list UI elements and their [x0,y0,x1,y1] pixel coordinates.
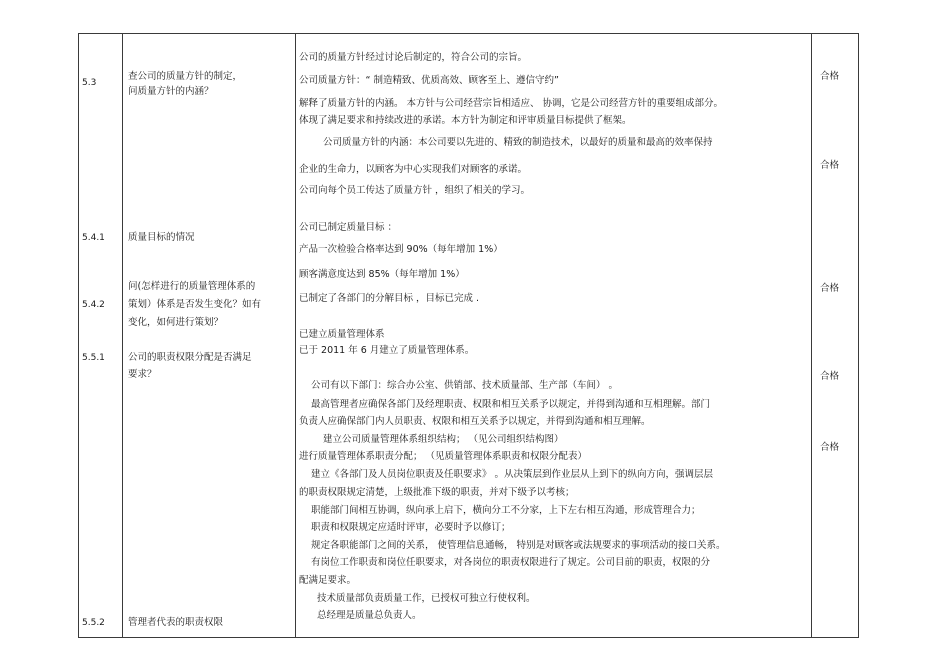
audit-record-line: 公司向每个员工传达了质量方针 ，组织了相关的学习。 [299,185,531,196]
audit-record-line: 公司质量方针的内涵：本公司要以先进的、精致的制造技术，以最好的质量和最高的效率保持 [323,137,713,148]
table-right-border [858,33,859,638]
audit-record-line: 最高管理者应确保各部门及经理职责、权限和相互关系予以规定，并得到沟通和互相理解。部门 [311,399,711,410]
result-pass: 合格 [820,160,840,171]
audit-record-line: 有岗位工作职责和岗位任职要求，对各岗位的职责权限进行了规定。公司目前的职责，权限的分 [311,557,711,568]
audit-record-line: 总经理是质量总负责人。 [317,610,422,621]
clause-number: 5.5.2 [82,618,105,628]
audit-record-line: 公司已制定质量目标 ： [299,222,398,233]
col-divider-3 [811,33,812,638]
audit-record-line: 建立《各部门及人员岗位职责及任职要求》 。从决策层到作业层从上到下的纵向方向，强调层层 [311,469,714,480]
table-left-border [78,33,79,638]
clause-number: 5.4.2 [82,300,105,310]
clause-number: 5.4.1 [82,233,105,243]
audit-record-line: 解释了质量方针的内涵。 本方针与公司经营宗旨相适应、 协调，它是公司经营方针的重要组成部分。 [299,98,724,109]
col-divider-1 [122,33,123,638]
audit-record-line: 职责和权限规定应适时评审，必要时予以修订； [311,522,511,533]
audit-record-line: 技术质量部负责质量工作，已授权可独立行使权利。 [317,593,536,604]
result-pass: 合格 [820,442,840,453]
check-item: 质量目标的情况 [128,232,195,243]
audit-record-line: 公司有以下部门：综合办公室、供销部、技术质量部、生产部（车间） 。 [311,380,619,391]
audit-record-line: 建立公司质量管理体系组织结构； （见公司组织结构图） [323,434,564,445]
result-pass: 合格 [820,371,840,382]
audit-record-line: 公司的质量方针经过讨论后制定的，符合公司的宗旨。 [299,52,528,63]
check-item: 变化，如何进行策划？ [128,317,224,328]
audit-record-line: 已建立质量管理体系 [299,329,385,340]
audit-record-line: 职能部门间相互协调，纵向承上启下，横向分工不分家，上下左右相互沟通，形成管理合力； [311,505,701,516]
audit-record-line: 公司质量方针：“ 制造精致、优质高效、顾客至上、遵信守约” [299,75,559,86]
audit-record-line: 顾客满意度达到 85%（每年增加 1%） [299,269,465,280]
audit-record-line: 已制定了各部门的分解目标 ，目标已完成 . [299,293,480,304]
col-divider-2 [295,33,296,638]
audit-record-line: 规定各职能部门之间的关系， 使管理信息通畅， 特别是对顾客或法规要求的事项活动的接口关系。 [311,540,726,551]
table-bottom-border [78,637,859,638]
audit-record-line: 配满足要求。 [299,575,357,586]
audit-record-line: 的职责权限规定清楚，上级批准下级的职责，并对下级予以考核； [299,487,575,498]
clause-number: 5.5.1 [82,353,105,363]
check-item: 公司的职责权限分配是否满足 [128,352,252,363]
check-item: 要求？ [128,369,157,380]
audit-record-line: 已于 2011 年 6 月建立了质量管理体系。 [299,345,475,356]
check-item: 查公司的质量方针的制定， [128,71,243,82]
audit-record-line: 进行质量管理体系职责分配； （见质量管理体系职责和权限分配表） [299,451,588,462]
table-top-border [78,33,859,34]
result-pass: 合格 [820,71,840,82]
check-item: 策划）体系是否发生变化？如有 [128,299,262,310]
clause-number: 5.3 [82,78,97,88]
result-pass: 合格 [820,283,840,294]
audit-record-line: 负责人应确保部门内人员职责、权限和相互关系予以规定，并得到沟通和相互理解。 [299,416,651,427]
check-item: 问(怎样进行的质量管理体系的 [128,281,256,292]
check-item: 管理者代表的职责权限 [128,617,224,628]
check-item: 问质量方针的内涵？ [128,86,214,97]
audit-record-line: 体现了满足要求和持续改进的承诺。本方针为制定和评审质量目标提供了框架。 [299,115,632,126]
audit-table [78,33,859,638]
audit-record-line: 产品一次检验合格率达到 90%（每年增加 1%） [299,244,503,255]
audit-record-line: 企业的生命力，以顾客为中心实现我们对顾客的承诺。 [299,164,528,175]
